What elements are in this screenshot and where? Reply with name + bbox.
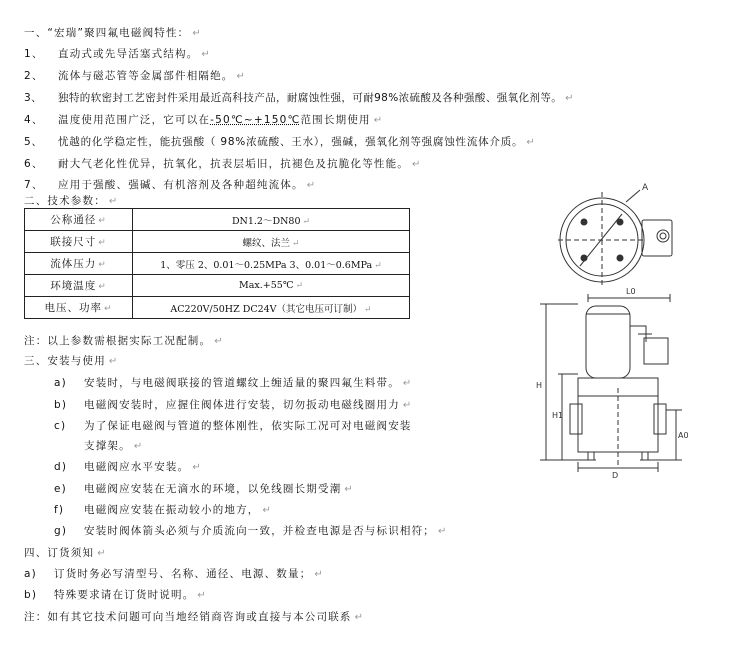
label-a0: A0: [678, 431, 689, 440]
valve-drawing: [500, 178, 710, 478]
front-view: [540, 294, 682, 472]
param-key: 公称通径: [50, 214, 97, 226]
param-value: 1、零压 2、0.01～0.25MPa 3、0.01～0.6MPa: [160, 259, 373, 271]
params-table: [24, 208, 410, 319]
param-value: Max.+55℃: [239, 280, 294, 291]
order-heading: 四、订货须知 ↵: [24, 547, 106, 559]
install-item-d: d) 电磁阀应水平安装。 ↵: [54, 461, 201, 473]
params-note: 注：以上参数需根据实际工况配制。 ↵: [24, 335, 223, 347]
top-view: [558, 190, 672, 288]
param-value: DN1.2～DN80: [231, 215, 301, 227]
label-a: A: [642, 183, 649, 193]
install-heading: 三、安装与使用 ↵: [24, 355, 118, 367]
params-heading: 二、技术参数： ↵: [24, 195, 118, 207]
install-item-c-cont: 支撑架。 ↵: [84, 440, 143, 452]
install-item-e: e) 电磁阀应安装在无滴水的环境，以免线圈长期受潮 ↵: [54, 483, 353, 495]
feature-item-2: 2、 流体与磁芯管等金属部件相隔绝。 ↵: [24, 70, 245, 82]
order-item-a: a) 订货时务必写清型号、名称、通径、电源、数量； ↵: [24, 568, 323, 580]
table-row: 环境温度 ↵ Max.+55℃ ↵: [25, 275, 410, 297]
feature-item-3: 3、 独特的软密封工艺密封件采用最近高科技产品，耐腐蚀性强，可耐98%浓硫酸及各种强酸、强氧化剂等。 ↵: [24, 92, 574, 104]
param-key: 流体压力: [50, 258, 97, 270]
install-item-c: c) 为了保证电磁阀与管道的整体刚性，依实际工况可对电磁阀安装: [54, 420, 412, 432]
param-value: AC220V/50HZ DC24V（其它电压可订制）: [170, 303, 363, 315]
feature-item-4: 4、 温度使用范围广泛，它可以在-50℃~+150℃范围长期使用 ↵: [24, 114, 383, 126]
table-row: 公称通径 ↵ DN1.2～DN80 ↵: [25, 209, 410, 231]
param-key: 电压、功率: [44, 302, 102, 314]
install-item-g: g) 安装时阀体箭头必须与介质流向一致，并检查电源是否与标识相符； ↵: [54, 525, 447, 537]
table-row: 流体压力 ↵ 1、零压 2、0.01～0.25MPa 3、0.01～0.6MPa ↵: [25, 253, 410, 275]
label-h: H: [536, 381, 543, 390]
label-l0: L0: [626, 287, 636, 296]
feature-item-1: 1、 直动式或先导活塞式结构。 ↵: [24, 48, 210, 60]
label-h1: H1: [552, 411, 564, 420]
label-d: D: [612, 471, 619, 478]
feature-item-5: 5、 忧越的化学稳定性，能抗强酸（ 98%浓硫酸、王水），强碱，强氧化剂等强腐蚀性流体介质。 ↵: [24, 136, 535, 148]
param-key: 环境温度: [50, 280, 97, 292]
param-value: 螺纹、法兰: [242, 237, 290, 249]
table-row: 电压、功率 ↵ AC220V/50HZ DC24V（其它电压可订制） ↵: [25, 297, 410, 319]
install-item-b: b) 电磁阀安装时，应握住阀体进行安装，切勿扳动电磁线圈用力 ↵: [54, 399, 412, 411]
table-row: 联接尺寸 ↵ 螺纹、法兰 ↵: [25, 231, 410, 253]
install-item-f: f) 电磁阀应安装在振动较小的地方， ↵: [54, 504, 271, 516]
temperature-range: -50℃~+150℃: [210, 114, 301, 126]
order-note: 注：如有其它技术问题可向当地经销商咨询或直接与本公司联系 ↵: [24, 611, 363, 623]
feature-item-7: 7、 应用于强酸、强碱、有机溶剂及各种超纯流体。 ↵: [24, 179, 316, 191]
features-heading: 一、“宏瑞”聚四氟电磁阀特性： ↵: [24, 27, 201, 39]
param-key: 联接尺寸: [50, 236, 97, 248]
feature-item-6: 6、 耐大气老化性优异，抗氧化，抗表层垢旧，抗褪色及抗脆化等性能。 ↵: [24, 158, 421, 170]
install-item-a: a) 安装时，与电磁阀联接的管道螺纹上缠适量的聚四氟生料带。 ↵: [54, 377, 412, 389]
order-item-b: b) 特殊要求请在订货时说明。 ↵: [24, 589, 206, 601]
